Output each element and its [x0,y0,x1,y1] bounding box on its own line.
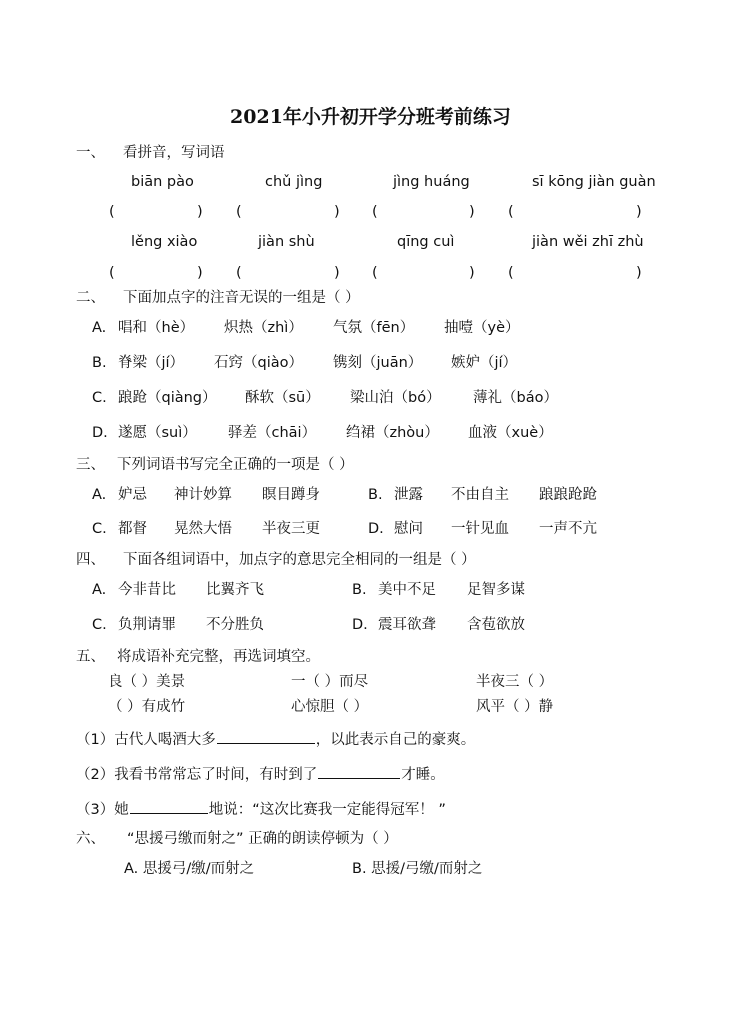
section-3-heading: 下列词语书写完全正确的一项是（ ） [117,457,354,473]
pinyin-1: biān pào [131,174,194,190]
pinyin-4: sī kōng jiàn guàn [532,174,656,190]
answer-box-3-close: ) [469,204,475,220]
pinyin-7: qīng cuì [397,234,455,250]
idiom-4[interactable]: （ ）有成竹 [108,699,186,715]
s4-option-a-1: 今非昔比 [118,582,176,598]
s3-option-c-1: 都督 [118,521,147,537]
section-2-number: 二、 [76,290,105,306]
answer-box-6-close: ) [334,265,340,281]
s2-option-a-3: 气氛（fēn） [333,320,415,336]
s4-option-a-label[interactable]: A. [92,582,107,598]
idiom-6[interactable]: 风平（ ）静 [476,699,554,715]
question-2 [76,763,445,785]
s2-option-d-2: 驿差（chāi） [228,425,317,441]
s2-option-d-4: 血液（xuè） [468,425,553,441]
s2-option-b-3: 镌刻（juān） [333,355,423,371]
s2-option-b-label[interactable]: B. [92,355,107,371]
s4-option-c-2: 不分胜负 [206,617,264,633]
s3-option-d-2: 一针见血 [451,521,509,537]
idiom-2[interactable]: 一（ ）而尽 [291,674,369,690]
s2-option-c-4: 薄礼（báo） [473,390,558,406]
s2-option-a-2: 炽热（zhì） [224,320,303,336]
s3-option-a-3: 瞑目蹲身 [262,487,320,503]
answer-box-8[interactable]: ( [508,265,514,281]
question-3 [76,798,446,820]
s2-option-b-2: 石窍（qiào） [214,355,303,371]
s6-option-b[interactable]: B. 思援/弓缴/而射之 [352,861,483,877]
s4-option-b-1: 美中不足 [378,582,436,598]
pinyin-5: lěng xiào [131,234,198,250]
question-3-start: （3）她 [76,802,129,818]
s3-option-a-2: 神计妙算 [174,487,232,503]
s2-option-b-4: 嫉妒（jí） [451,355,518,371]
section-5-number: 五、 [76,649,105,665]
s2-option-d-label[interactable]: D. [92,425,108,441]
section-6-heading: “思援弓缴而射之” 正确的朗读停顿为（ ） [127,831,398,847]
section-4-number: 四、 [76,552,105,568]
question-1-start: （1）古代人喝酒大多 [76,732,216,748]
answer-box-3[interactable]: ( [372,204,378,220]
question-1-blank[interactable] [217,728,315,744]
s3-option-b-3: 踉踉跄跄 [539,487,597,503]
idiom-1[interactable]: 良（ ）美景 [108,674,186,690]
s3-option-d-3: 一声不亢 [539,521,597,537]
section-6-number: 六、 [76,831,105,847]
s2-option-a-4: 抽噎（yè） [444,320,520,336]
pinyin-2: chǔ jìng [265,174,323,190]
s4-option-c-1: 负荆请罪 [118,617,176,633]
question-1 [76,728,475,750]
s3-option-b-label[interactable]: B. [368,487,383,503]
s4-option-b-2: 足智多谋 [467,582,525,598]
question-3-blank[interactable] [130,798,208,814]
s4-option-d-label[interactable]: D. [352,617,368,633]
s3-option-b-1: 泄露 [394,487,423,503]
s3-option-a-label[interactable]: A. [92,487,107,503]
page-title: 2021年小升初开学分班考前练习 [230,106,511,128]
s4-option-d-1: 震耳欲聋 [378,617,436,633]
answer-box-5-close: ) [197,265,203,281]
s4-option-c-label[interactable]: C. [92,617,107,633]
idiom-5[interactable]: 心惊胆（ ） [291,699,369,715]
s6-option-a[interactable]: A. 思援弓/缴/而射之 [124,861,255,877]
section-4-heading: 下面各组词语中，加点字的意思完全相同的一组是（ ） [123,552,476,568]
section-2-heading: 下面加点字的注音无误的一组是（ ） [123,290,360,306]
answer-box-4-close: ) [636,204,642,220]
s3-option-d-1: 慰问 [394,521,423,537]
question-2-blank[interactable] [318,763,400,779]
answer-box-8-close: ) [636,265,642,281]
s2-option-c-3: 梁山泊（bó） [350,390,441,406]
answer-box-2-close: ) [334,204,340,220]
idiom-3[interactable]: 半夜三（ ） [476,674,554,690]
s4-option-a-2: 比翼齐飞 [206,582,264,598]
question-3-end: 地说：“这次比赛我一定能得冠军！ ” [208,802,446,818]
answer-box-1[interactable]: ( [109,204,115,220]
s2-option-d-3: 绉裙（zhòu） [346,425,439,441]
s2-option-b-1: 脊梁（jí） [118,355,185,371]
s2-option-c-2: 酥软（sū） [245,390,320,406]
s4-option-d-2: 含苞欲放 [467,617,525,633]
answer-box-1-close: ) [197,204,203,220]
section-1-number: 一、 [76,145,105,161]
s2-option-a-1: 唱和（hè） [118,320,195,336]
answer-box-5[interactable]: ( [109,265,115,281]
s3-option-b-2: 不由自主 [451,487,509,503]
section-1-heading: 看拼音，写词语 [123,145,225,161]
pinyin-8: jiàn wěi zhī zhù [532,234,644,250]
s3-option-c-label[interactable]: C. [92,521,107,537]
s2-option-a-label[interactable]: A. [92,320,107,336]
s2-option-c-1: 踉跄（qiàng） [118,390,217,406]
pinyin-6: jiàn shù [258,234,315,250]
s3-option-a-1: 妒忌 [118,487,147,503]
question-1-end: ，以此表示自己的豪爽。 [315,732,476,748]
s3-option-c-3: 半夜三更 [262,521,320,537]
s4-option-b-label[interactable]: B. [352,582,367,598]
answer-box-4[interactable]: ( [508,204,514,220]
s3-option-c-2: 晃然大悟 [174,521,232,537]
answer-box-7-close: ) [469,265,475,281]
question-2-start: （2）我看书常常忘了时间，有时到了 [76,767,318,783]
answer-box-7[interactable]: ( [372,265,378,281]
answer-box-6[interactable]: ( [236,265,242,281]
pinyin-3: jìng huáng [393,174,470,190]
s2-option-c-label[interactable]: C. [92,390,107,406]
answer-box-2[interactable]: ( [236,204,242,220]
s2-option-d-1: 遂愿（suì） [118,425,197,441]
s3-option-d-label[interactable]: D. [368,521,384,537]
section-3-number: 三、 [76,457,105,473]
question-2-end: 才睡。 [401,767,445,783]
section-5-heading: 将成语补充完整，再选词填空。 [117,649,320,665]
